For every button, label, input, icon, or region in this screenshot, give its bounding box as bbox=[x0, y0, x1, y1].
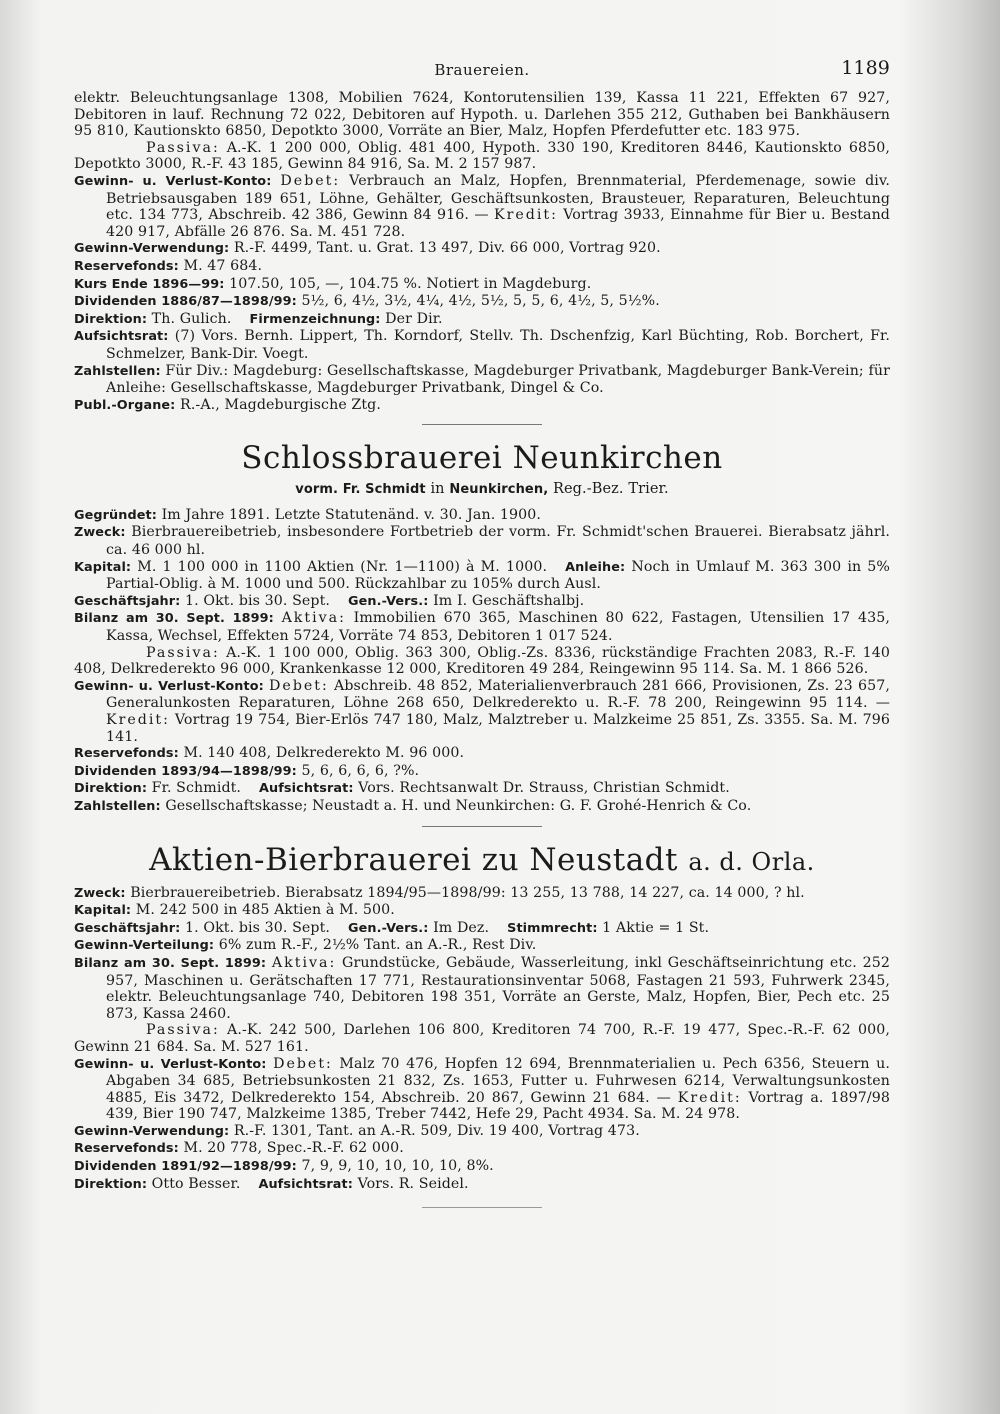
section-divider bbox=[422, 826, 542, 827]
guv-entry: Gewinn- u. Verlust-Konto: Debet: Verbrauch an Malz, Hopfen, Brennmaterial, Pferdemenage, sowie div. Betriebsausgaben 189 651, Löhne, Gehälter, Geschäftsunkosten, Brausteuer, Reparaturen, Beleuchtung etc. 134 773, Abschreib. 42 386, Gewinn 84 916. — Kredit: Vortrag 3933, Einnahme für Bier u. Bestand 420 917, Abfälle 26 876. Sa. M. 451 728. bbox=[74, 172, 890, 240]
section-neustadt bbox=[74, 841, 890, 1194]
kurs-entry: Kurs Ende 1896—99: 107.50, 105, —, 104.75 %. Notiert in Magdeburg. bbox=[74, 275, 592, 292]
reservefonds-entry: Reservefonds: M. 140 408, Delkrederekto M. 96 000. bbox=[74, 745, 465, 762]
passiva-entry: Passiva: A.-K. 1 200 000, Oblig. 481 400, Hypoth. 330 190, Kreditoren 8446, Kautionskto 6850, Depotkto 3000, R.-F. 43 185, Gewinn 84 916, Sa. M. 2 157 987. bbox=[74, 139, 890, 173]
passiva-entry: Passiva: A.-K. 242 500, Darlehen 106 800, Kreditoren 74 700, R.-F. 19 477, Spec.-R.-F. 62 000, Gewinn 21 684. Sa. M. 527 161. bbox=[74, 1022, 890, 1055]
bilanz-entry: Bilanz am 30. Sept. 1899: Aktiva: Immobilien 670 365, Maschinen 80 622, Fastagen, Utensilien 17 435, Kassa, Wechsel, Effekten 5724, Vorräte 74 853, Debitoren 1 017 524. bbox=[74, 610, 890, 645]
passiva-entry: Passiva: A.-K. 1 100 000, Oblig. 363 300, Oblig.-Zs. 8336, rückständige Frachten 2083, R.-F. 140 408, Delkrederekto 96 000, Krankenkasse 12 000, Kreditoren 49 284, Reingewinn 95 114. Sa. M. 1 866 526. bbox=[74, 644, 890, 678]
direktion-entry: Direktion: Fr. Schmidt. Aufsichtsrat: Vors. Rechtsanwalt Dr. Strauss, Christian Schmidt. bbox=[74, 780, 730, 797]
zweck-entry: Zweck: Bierbrauereibetrieb, insbesondere Fortbetrieb der vorm. Fr. Schmidt'schen Brauerei. Bierabsatz jährl. ca. 46 000 hl. bbox=[74, 524, 890, 559]
zahlstellen-entry: Zahlstellen: Gesellschaftskasse; Neustadt a. H. und Neunkirchen: G. F. Grohé-Henrich & Co. bbox=[74, 797, 752, 814]
company-title: Schlossbrauerei Neunkirchen bbox=[241, 440, 723, 477]
company-title: Aktien-Bierbrauerei zu Neustadt a. d. Orla. bbox=[149, 841, 815, 878]
page-number: 1189 bbox=[841, 57, 890, 79]
guv-entry: Gewinn- u. Verlust-Konto: Debet: Abschreib. 48 852, Materialienverbrauch 281 666, Provisionen, Zs. 23 657, Generalunkosten Reparaturen, Löhne 268 650, Delkrederekto u. R.-F. 78 200, Reingewinn 95 114. — Kredit: Vortrag 19 754, Bier-Erlös 747 180, Malz, Malztreber u. Malzkeime 25 851, Zs. 3355. Sa. M. 796 141. bbox=[74, 677, 890, 745]
aktiva-continuation: elektr. Beleuchtungsanlage 1308, Mobilien 7624, Kontorutensilien 139, Kassa 11 221, Effekten 67 927, Debitoren in lauf. Rechnung 72 022, Debitoren auf Hypoth. u. Darlehen 355 212, Guthaben bei Bankhäusern 95 810, Kautionskto 6850, Depotkto 3000, Vorräte an Bier, Malz, Hopfen Pferdefutter etc. 183 975. bbox=[74, 90, 890, 140]
dividenden-entry: Dividenden 1891/92—1898/99: 7, 9, 9, 10, 10, 10, 10, 8%. bbox=[74, 1158, 494, 1175]
section-schlossbrauerei bbox=[74, 439, 890, 815]
kapital-entry: Kapital: M. 1 100 000 in 1100 Aktien (Nr. 1—1100) à M. 1000. Anleihe: Noch in Umlauf M. 363 300 in 5% Partial-Oblig. à M. 1000 und 500. Rückzahlbar zu 105% durch Ausl. bbox=[74, 558, 890, 593]
section-divider bbox=[422, 1207, 542, 1208]
publ-organe-entry: Publ.-Organe: R.-A., Magdeburgische Ztg. bbox=[74, 396, 381, 413]
gegruendet-entry: Gegründet: Im Jahre 1891. Letzte Statutenänd. v. 30. Jan. 1900. bbox=[74, 506, 542, 523]
reservefonds-entry: Reservefonds: M. 47 684. bbox=[74, 257, 263, 274]
geschaeftsjahr-entry: Geschäftsjahr: 1. Okt. bis 30. Sept. Gen.-Vers.: Im I. Geschäftshalbj. bbox=[74, 592, 585, 609]
geschaeftsjahr-entry: Geschäftsjahr: 1. Okt. bis 30. Sept. Gen.-Vers.: Im Dez. Stimmrecht: 1 Aktie = 1 St. bbox=[74, 919, 710, 936]
running-title: Brauereien. bbox=[434, 61, 530, 79]
bilanz-entry: Bilanz am 30. Sept. 1899: Aktiva: Grundstücke, Gebäude, Wasserleitung, inkl Geschäftseinrichtung etc. 252 957, Maschinen u. Gerätschaften 17 771, Restaurationsinventar 5068, Fastagen 21 593, Fuhrwerk 2345, elektr. Beleuchtungsanlage 740, Debitoren 198 351, Vorräte an Gerste, Malz, Hopfen, Bier, Pech etc. 25 873, Kassa 2460. bbox=[74, 954, 890, 1022]
direktion-entry: Direktion: Th. Gulich. Firmenzeichnung: Der Dir. bbox=[74, 310, 443, 327]
gewinn-verwendung-entry: Gewinn-Verwendung: R.-F. 4499, Tant. u. Grat. 13 497, Div. 66 000, Vortrag 920. bbox=[74, 240, 661, 257]
direktion-entry: Direktion: Otto Besser. Aufsichtsrat: Vors. R. Seidel. bbox=[74, 1175, 469, 1192]
gewinn-verwendung-entry: Gewinn-Verwendung: R.-F. 1301, Tant. an A.-R. 509, Div. 19 400, Vortrag 473. bbox=[74, 1122, 640, 1139]
zahlstellen-entry: Zahlstellen: Für Div.: Magdeburg: Gesellschaftskasse, Magdeburger Privatbank, Magdeburger Bank-Verein; für Anleihe: Gesellschaftskasse, Magdeburger Privatbank, Dingel & Co. bbox=[74, 362, 890, 397]
page-content bbox=[74, 57, 890, 1208]
running-header bbox=[74, 57, 890, 90]
company-subtitle: vorm. Fr. Schmidt in Neunkirchen, Reg.-Bez. Trier. bbox=[295, 481, 669, 498]
aufsichtsrat-entry: Aufsichtsrat: (7) Vors. Bernh. Lippert, Th. Korndorf, Stellv. Th. Dschenfzig, Karl Büchting, Rob. Borchert, Fr. Schmelzer, Bank-Dir. Voegt. bbox=[74, 328, 890, 362]
zweck-entry: Zweck: Bierbrauereibetrieb. Bierabsatz 1894/95—1898/99: 13 255, 13 788, 14 227, ca. 14 000, ? hl. bbox=[74, 884, 805, 901]
reservefonds-entry: Reservefonds: M. 20 778, Spec.-R.-F. 62 000. bbox=[74, 1140, 404, 1157]
gewinn-verteilung-entry: Gewinn-Verteilung: 6% zum R.-F., 2½% Tant. an A.-R., Rest Div. bbox=[74, 937, 537, 954]
guv-entry: Gewinn- u. Verlust-Konto: Debet: Malz 70 476, Hopfen 12 694, Brennmaterialien u. Pech 6356, Steuern u. Abgaben 34 685, Betriebsunkosten 21 832, Zs. 1653, Futter u. Fuhrwesen 6214, Verwaltungsunkosten 4885, Eis 3472, Delkrederekto 154, Abschreib. 20 867, Gewinn 21 684. — Kredit: Vortrag a. 1897/98 439, Bier 190 747, Malzkeime 1385, Treber 7442, Hefe 29, Pacht 4934. Sa. M. 24 978. bbox=[74, 1055, 890, 1123]
dividenden-entry: Dividenden 1893/94—1898/99: 5, 6, 6, 6, 6, ?%. bbox=[74, 762, 420, 779]
section-previous-company bbox=[74, 90, 890, 414]
dividenden-entry: Dividenden 1886/87—1898/99: 5½, 6, 4½, 3½, 4¼, 4½, 5½, 5, 5, 6, 4½, 5, 5½%. bbox=[74, 293, 660, 310]
section-divider bbox=[422, 424, 542, 425]
kapital-entry: Kapital: M. 242 500 in 485 Aktien à M. 500. bbox=[74, 902, 395, 919]
